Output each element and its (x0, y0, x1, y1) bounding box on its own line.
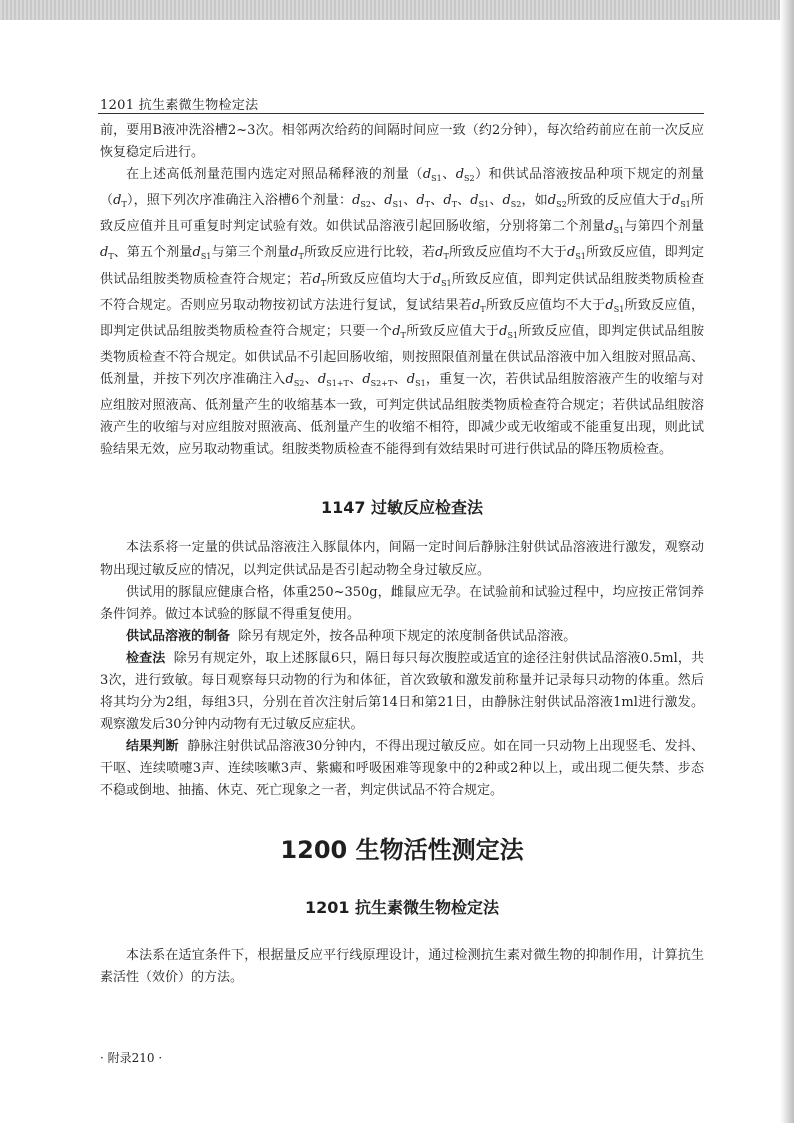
header-rule (98, 113, 704, 114)
running-head: 1201 抗生素微生物检定法 (100, 98, 259, 113)
chapter-title-1200: 1200 生物活性测定法 (280, 835, 524, 864)
paragraph-1147-animals: 供试用的豚鼠应健康合格，体重250~350g，雌鼠应无孕。在试验前和试验过程中，均应按正常饲养条件饲养。做过本试验的豚鼠不得重复使用。 (100, 584, 704, 622)
paragraph-1147-judgement: 结果判断 静脉注射供试品溶液30分钟内，不得出现过敏反应。如在同一只动物上出现竖毛、发抖、干呕、连续喷嚏3声、连续咳嗽3声、紫癜和呼吸困难等现象中的2种或2种以上，或出现二便失禁、步态不稳或倒地、抽搐、休克、死亡现象之一者，判定供试品不符合规定。 (100, 739, 704, 799)
paragraph-1147-preparation: 供试品溶液的制备 除另有规定外，按各品种项下规定的浓度制备供试品溶液。 (126, 628, 577, 644)
section-title-1201: 1201 抗生素微生物检定法 (304, 897, 500, 917)
paragraph-1147-method: 检查法 除另有规定外，取上述豚鼠6只，隔日每只每次腹腔或适宜的途径注射供试品溶液0.5ml，共3次，进行致敏。每日观察每只动物的行为和体征，首次致敏和激发前称量并记录每只动物的体重。然后将其均分为2组，每组3只，分别在首次注射后第14日和第21日，由静脉注射供试品溶液1ml进行激发。观察激发后30分钟内动物有无过敏反应症状。 (100, 650, 704, 733)
run-in-heading-judgement: 结果判断 (126, 739, 179, 755)
scan-edge-right (780, 0, 794, 1123)
paragraph-histamine-procedure: 在上述高低剂量范围内选定对照品稀释液的剂量（$d_{S1}$、$d_{S2}$）和供试品溶液按品种项下规定的剂量$(d_T)$，照下列次序准确注入浴槽6个剂量：$d_{S2}$、$d_{S1}$、$d_T$、$d_T$、$d_{S1}$、$d_{S2}$，如$d_{S2}$所致的反应值大于$d_{S1}$所致反应值并且可重复时判定试验有效。如供试品溶液引起回肠收缩，分别将第二个剂量$d_{S1}$与第四个剂量$d_T$、第五个剂量$d_{S1}$与第三个剂量$d_T$所致反应进行比较，若$d_T$所致反应值均不大于$d_{S1}$所致反应值，即判定供试品组胺类物质检查符合规定；若$d_T$所致反应值均大于$d_{S1}$所致反应值，即判定供试品组胺类物质检查不符合规定。否则应另取动物按初试方法进行复试，复试结果若$d_T$所致反应值均不大于$d_{S1}$所致反应值，即判定供试品组胺类物质检查符合规定；只要一个$d_T$所致反应值大于$d_{S1}$所致反应值，即判定供试品组胺类物质检查不符合规定。如供试品不引起回肠收缩，则按照限值剂量在供试品溶液中加入组胺对照品高、低剂量，并按下列次序准确注入$d_{S2}$、$d_{S1+T}$、$d_{S2+T}$、$d_{S1}$，重复一次，若供试品组胺溶液产生的收缩与对应组胺对照液高、低剂量产生的收缩基本一致，可判定供试品组胺类物质检查符合规定；若供试品组胺溶液产生的收缩与对应组胺对照液高、低剂量产生的收缩不相符，即减少或无收缩或不能重复出现，则此试验结果无效，应另取动物重试。组胺类物质检查不能得到有效结果时可进行供试品的降压物质检查。 (100, 167, 704, 458)
paragraph-1201-intro: 本法系在适宜条件下，根据量反应平行线原理设计，通过检测抗生素对微生物的抑制作用，计算抗生素活性（效价）的方法。 (100, 947, 704, 985)
run-in-heading-method: 检查法 (126, 650, 166, 666)
run-in-heading-preparation: 供试品溶液的制备 (126, 628, 231, 644)
page-folio: · 附录210 · (100, 1051, 163, 1065)
paragraph-1147-intro: 本法系将一定量的供试品溶液注入豚鼠体内，间隔一定时间后静脉注射供试品溶液进行激发，观察动物出现过敏反应的情况，以判定供试品是否引起动物全身过敏反应。 (100, 540, 704, 578)
page-content (100, 120, 704, 989)
scan-edge-top (0, 0, 794, 20)
paragraph-continued: 前，要用B液冲洗浴槽2~3次。相邻两次给药的间隔时间应一致（约2分钟），每次给药前应在前一次反应恢复稳定后进行。 (100, 123, 704, 161)
section-title-1147: 1147 过敏反应检查法 (320, 498, 484, 518)
